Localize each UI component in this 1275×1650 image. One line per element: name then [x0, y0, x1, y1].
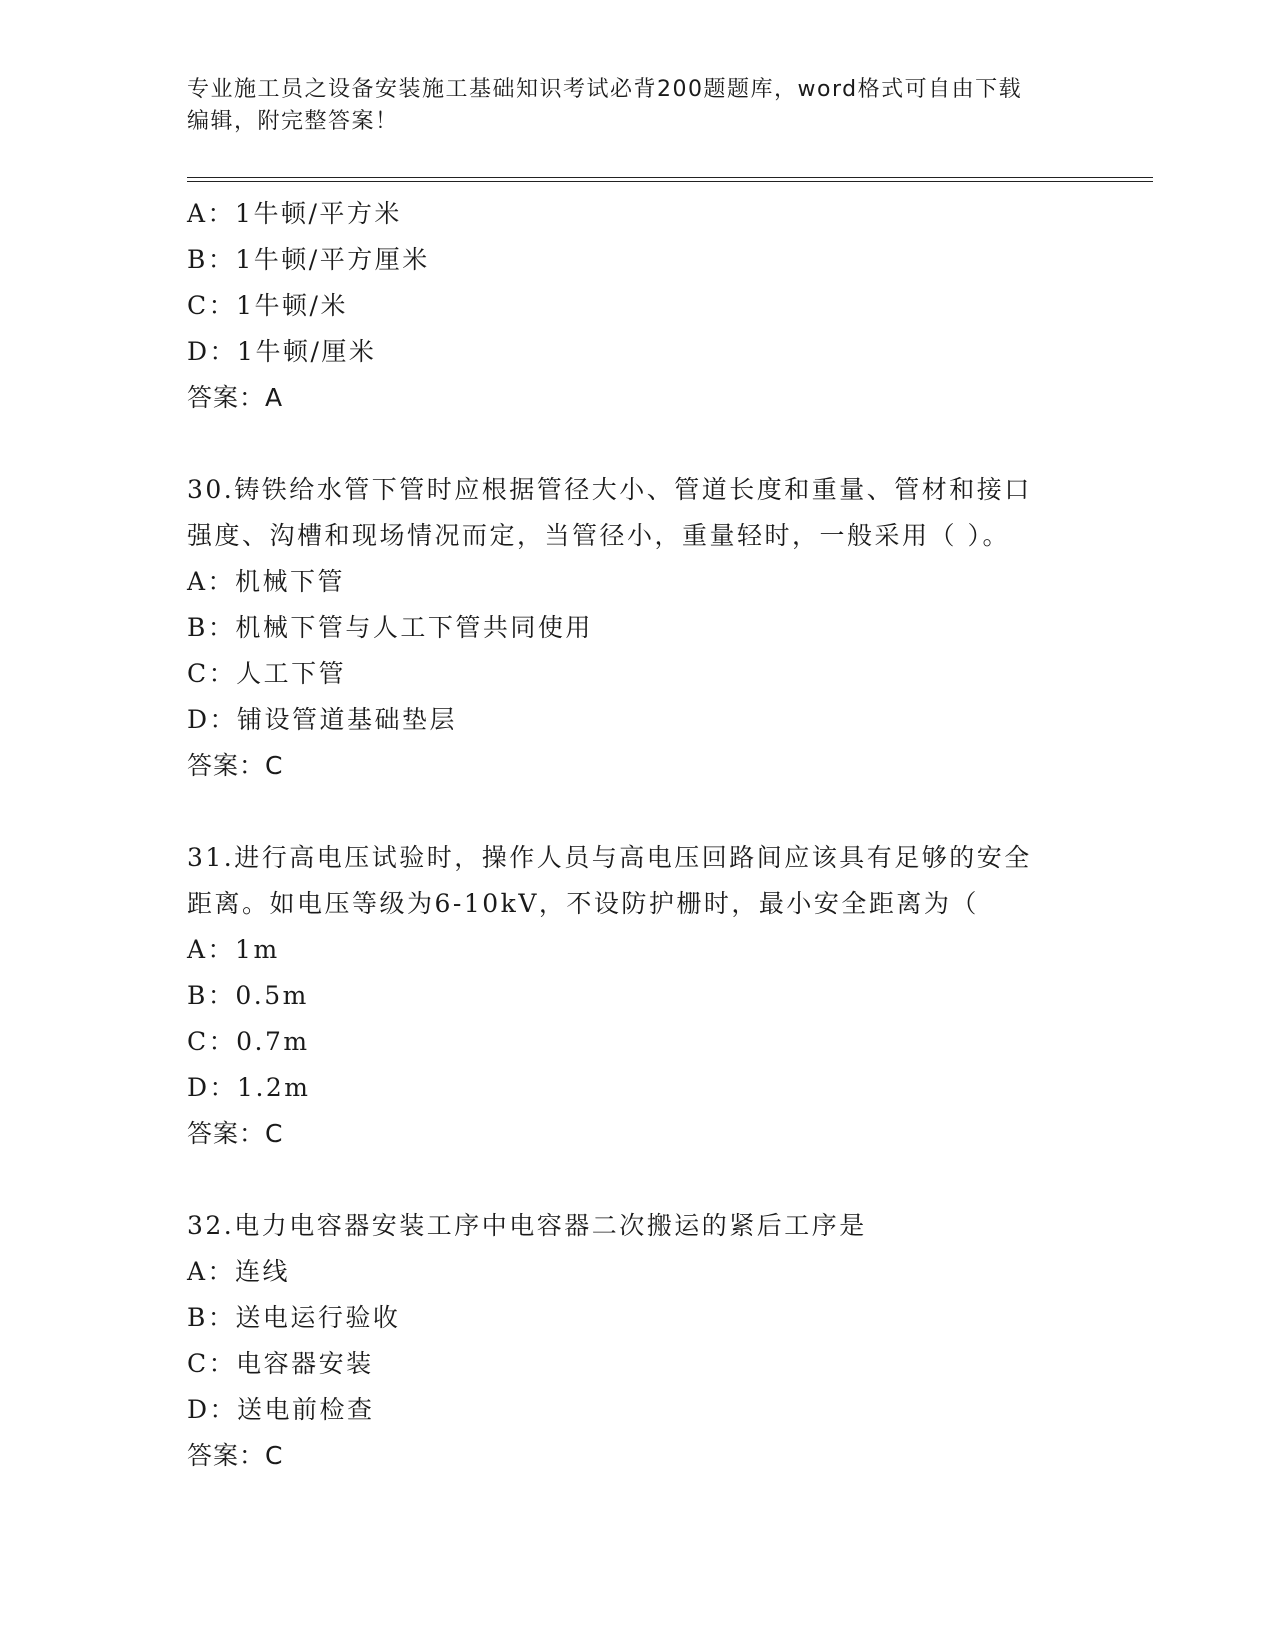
header-line-1: 专业施工员之设备安装施工基础知识考试必背200题题库，word格式可自由下载 — [187, 77, 1023, 102]
question-29 — [187, 191, 1087, 421]
header-divider-bottom — [187, 181, 1153, 182]
option-a: A：连线 — [187, 1257, 291, 1286]
header-line-2: 编辑，附完整答案！ — [187, 109, 399, 134]
option-d: D：送电前检查 — [187, 1395, 375, 1424]
question-stem-line-2: 强度、沟槽和现场情况而定，当管径小，重量轻时，一般采用（ ）。 — [187, 521, 1010, 550]
option-c: C：人工下管 — [187, 659, 347, 688]
option-a: A：1牛顿/平方米 — [187, 199, 402, 228]
option-d: D：1.2m — [187, 1073, 311, 1102]
question-stem-line-2: 距离。如电压等级为6-10kV，不设防护栅时，最小安全距离为（ — [187, 889, 979, 918]
answer: 答案：C — [187, 751, 284, 780]
option-a: A：1m — [187, 935, 280, 964]
option-b: B：0.5m — [187, 981, 309, 1010]
question-32 — [187, 1203, 1087, 1479]
question-stem-line-1: 32.电力电容器安装工序中电容器二次搬运的紧后工序是 — [187, 1211, 867, 1240]
option-b: B：送电运行验收 — [187, 1303, 401, 1332]
option-a: A：机械下管 — [187, 567, 346, 596]
option-c: C：1牛顿/米 — [187, 291, 348, 320]
option-d: D：铺设管道基础垫层 — [187, 705, 458, 734]
answer: 答案：C — [187, 1119, 284, 1148]
question-31 — [187, 835, 1087, 1157]
question-stem-line-1: 30.铸铁给水管下管时应根据管径大小、管道长度和重量、管材和接口 — [187, 475, 1032, 504]
option-c: C：0.7m — [187, 1027, 310, 1056]
question-list — [187, 191, 1087, 1479]
header-divider-top — [187, 177, 1153, 178]
document-header — [187, 74, 1087, 138]
option-b: B：1牛顿/平方厘米 — [187, 245, 430, 274]
option-b: B：机械下管与人工下管共同使用 — [187, 613, 593, 642]
question-stem-line-1: 31.进行高电压试验时，操作人员与高电压回路间应该具有足够的安全 — [187, 843, 1032, 872]
answer: 答案：C — [187, 1441, 284, 1470]
option-c: C：电容器安装 — [187, 1349, 374, 1378]
question-30 — [187, 467, 1087, 789]
answer: 答案：A — [187, 383, 284, 412]
option-d: D：1牛顿/厘米 — [187, 337, 377, 366]
